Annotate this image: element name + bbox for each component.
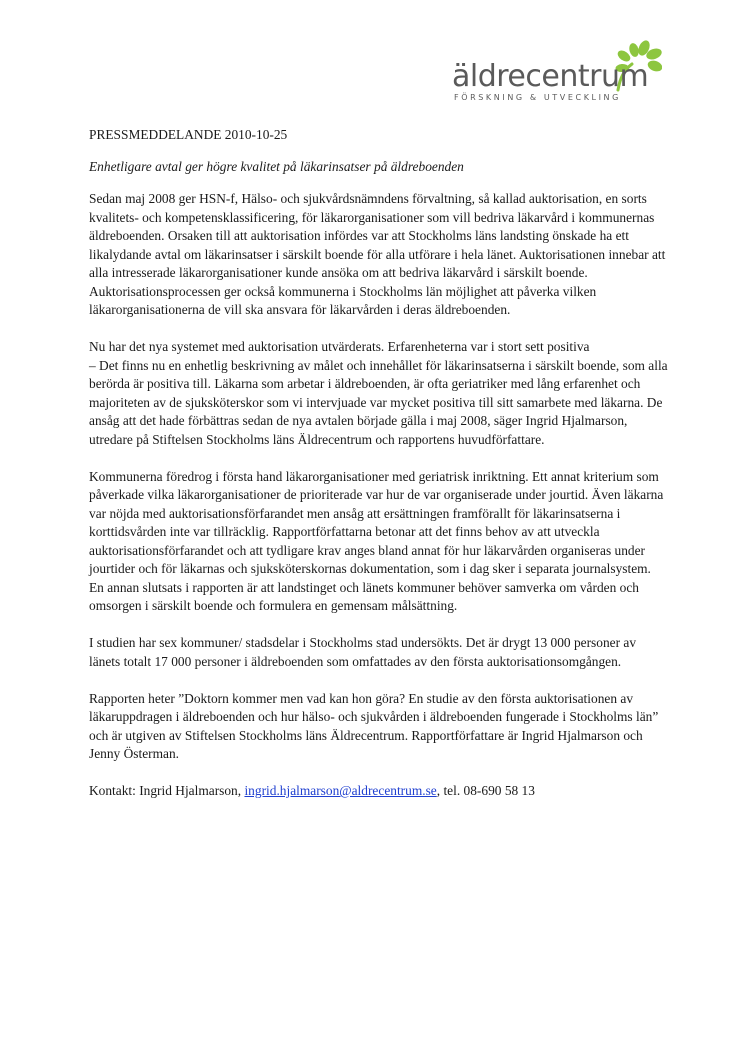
contact-email-link[interactable]: ingrid.hjalmarson@aldrecentrum.se (244, 783, 437, 798)
paragraph-studien: I studien har sex kommuner/ stadsdelar i Stockholms stad undersökts. Det är drygt 13 000 personer av länets totalt 17 000 personer i äldreboenden som omfattades av den första auktorisationsomgången. (89, 635, 637, 669)
paragraph-utvardering: Nu har det nya systemet med auktorisation utvärderats. Erfarenheterna var i stort sett positiva (89, 339, 590, 354)
logo-wordmark: äldrecentrum (452, 59, 649, 94)
contact-prefix: Kontakt: Ingrid Hjalmarson, (89, 783, 245, 798)
contact-suffix: , tel. 08-690 58 13 (436, 783, 535, 798)
document-heading: PRESSMEDDELANDE 2010-10-25 (89, 127, 288, 142)
document-subheading: Enhetligare avtal ger högre kvalitet på läkarinsatser på äldreboenden (89, 158, 464, 174)
paragraph-kommuner: Kommunerna föredrog i första hand läkarorganisationer med geriatrisk inriktning. Ett annat kriterium som påverkade vilka läkarorganisationer de prioriterade var hur de var organiserade under jourtid. Även läkarna var nöjda med auktorisationsförfarandet men ansåg att ersättningen framförallt för läkarinsatserna i korttidsvården inte var tillräcklig. Rapportförfattarna betonar att det finns behov av att utveckla auktorisationsförfarandet och att tydligare krav anges bland annat för hur läkarvården organiseras under jourtider och för läkarnas och sjuksköterskornas dokumentation, som i dag sker i separata journalsystem. En annan slutsats i rapporten är att landstinget och länets kommuner behöver samverka om vården och omsorgen i särskilt boende och formulera en gemensam målsättning. (89, 468, 664, 613)
logo-tagline: FÖRSKNING & UTVECKLING (454, 93, 621, 102)
paragraph-auktorisation: Sedan maj 2008 ger HSN-f, Hälso- och sjukvårdsnämndens förvaltning, så kallad auktorisation, en sorts kvalitets- och kompetensklassificering, för läkarorganisationer som vill bedriva läkarvård i kommunernas äldreboenden. Orsaken till att auktorisation infördes var att Stockholms läns landsting önskade ha ett likalydande avtal om läkarinsatser i särskilt boende för alla utförare i hela länet. Auktorisationen innebar att alla intresserade läkarorganisationer kunde ansöka om att bedriva läkarvård i särskilt boende. Auktorisationsprocessen ger också kommunerna i Stockholms län möjlighet att påverka vilken läkarorganisationerna de vill ska ansvara för läkarvården i deras äldreboenden. (89, 191, 666, 317)
contact-line (89, 782, 669, 801)
paragraph-quote: – Det finns nu en enhetlig beskrivning av målet och innehållet för läkarinsatserna i särskilt boende, som alla berörda är positiva till. Läkarna som arbetar i äldreboenden, är ofta geriatriker med lång erfarenhet och majoriteten av de sjuksköterskor som vi intervjuade var mycket positiva till sitt samarbete med läkarna. De ansåg att det hade förbättras sedan de nya avtalen började gälla i maj 2008, säger Ingrid Hjalmarson, utredare på Stiftelsen Stockholms läns Äldrecentrum och rapportens huvudförfattare. (89, 357, 668, 447)
press-release-body (89, 126, 669, 819)
aldrecentrum-logo (452, 40, 662, 110)
paragraph-rapporten: Rapporten heter ”Doktorn kommer men vad kan hon göra? En studie av den första auktorisationen av läkaruppdragen i äldreboenden och hur hälso- och sjukvården i äldreboenden fungerade i Stockholms län” och är utgiven av Stiftelsen Stockholms läns Äldrecentrum. Rapportförfattare är Ingrid Hjalmarson och Jenny Österman. (89, 690, 659, 761)
